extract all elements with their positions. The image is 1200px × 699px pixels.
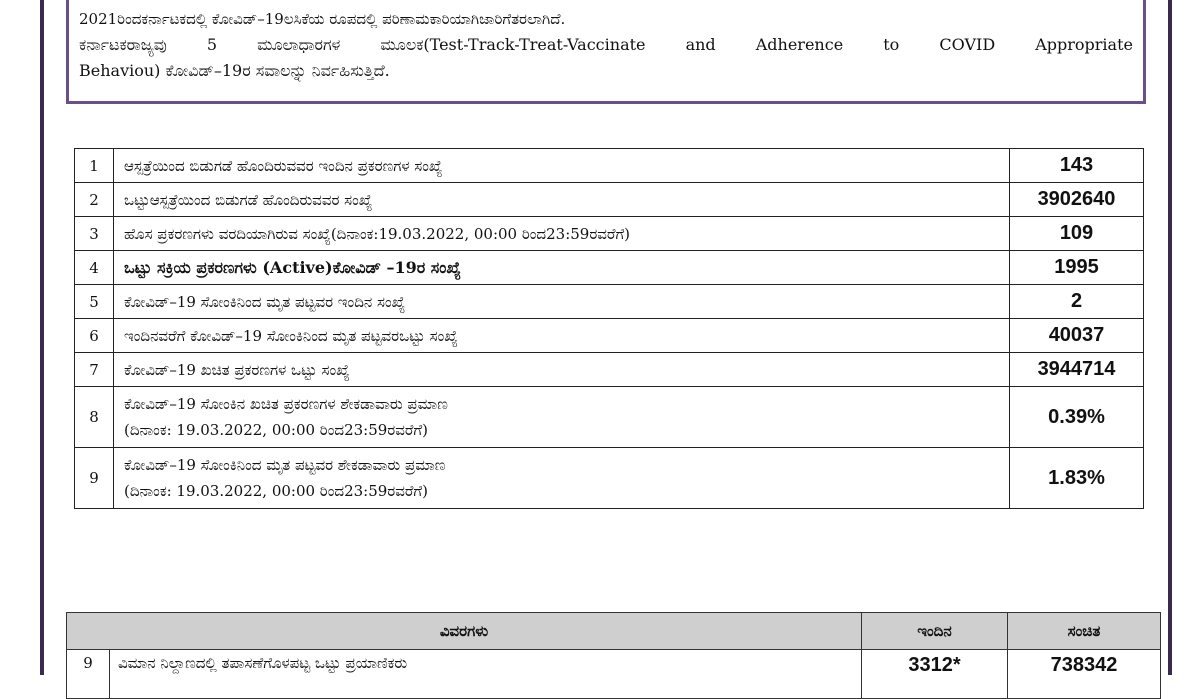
row-description-cell [114, 448, 1010, 509]
row-description-cell [114, 387, 1010, 448]
table-header-row [67, 613, 1161, 650]
row-description: ಕೋವಿಡ್–19 ಸೋಂಕಿನ ಖಚಿತ ಪ್ರಕರಣಗಳ ಶೇಕಡಾವಾರು ಪ್ರಮಾಣ [124, 395, 448, 413]
row-number: 3 [75, 217, 114, 251]
row-number: 8 [75, 387, 114, 448]
header-details: ವಿವರಗಳು [67, 613, 862, 650]
row-number: 5 [75, 285, 114, 319]
table-row [75, 149, 1144, 183]
row-value: 3902640 [1010, 183, 1144, 217]
table-row [75, 448, 1144, 509]
table-row [75, 217, 1144, 251]
row-description-date: (ದಿನಾಂಕ: 19.03.2022, 00:00 ರಿಂದ23:59ರವರೆಗೆ) [124, 421, 428, 439]
row-description: ಆಸ್ಪತ್ರೆಯಿಂದ ಬಿಡುಗಡೆ ಹೊಂದಿರುವವರ ಇಂದಿನ ಪ್ರಕರಣಗಳ ಸಂಖ್ಯೆ [114, 149, 1010, 183]
table-row [67, 650, 1161, 699]
table-row [75, 319, 1144, 353]
row-value: 3944714 [1010, 353, 1144, 387]
row-value: 0.39% [1010, 387, 1144, 448]
notice-box [66, 0, 1146, 104]
row-description: ಇಂದಿನವರೆಗೆ ಕೋವಿಡ್–19 ಸೋಂಕಿನಿಂದ ಮೃತ ಪಟ್ಟವರಒಟ್ಟು ಸಂಖ್ಯೆ [114, 319, 1010, 353]
notice-line-2: ಕರ್ನಾಟಕರಾಜ್ಯವು 5 ಮೂಲಾಧಾರಗಳ ಮೂಲಕ(Test-Track-Treat-Vaccinate and Adherence to COVID Appropriate [79, 35, 1133, 54]
row-description-date: (ದಿನಾಂಕ: 19.03.2022, 00:00 ರಿಂದ23:59ರವರೆಗೆ) [124, 482, 428, 500]
notice-line-3: Behaviou) ಕೋವಿಡ್–19ರ ಸವಾಲನ್ನು ನಿರ್ವಹಿಸುತ್ತಿದೆ. [79, 61, 390, 80]
covid-stats-table [74, 148, 1144, 509]
row-value-cumulative: 738342 [1008, 650, 1161, 699]
row-description: ಕೋವಿಡ್–19 ಖಚಿತ ಪ್ರಕರಣಗಳ ಒಟ್ಟು ಸಂಖ್ಯೆ [114, 353, 1010, 387]
row-number: 9 [67, 650, 110, 699]
header-today: ಇಂದಿನ [862, 613, 1008, 650]
document-page [40, 0, 1172, 675]
row-description: ಒಟ್ಟು ಸಕ್ರಿಯ ಪ್ರಕರಣಗಳು (Active)ಕೋವಿಡ್ –19ರ ಸಂಖ್ಯೆ [114, 251, 1010, 285]
table-row [75, 285, 1144, 319]
row-value: 2 [1010, 285, 1144, 319]
row-number: 2 [75, 183, 114, 217]
row-value: 1995 [1010, 251, 1144, 285]
header-cumulative: ಸಂಚಿತ [1008, 613, 1161, 650]
row-description: ವಿಮಾನ ನಿಲ್ದಾಣದಲ್ಲಿ ತಪಾಸಣೆಗೊಳಪಟ್ಟ ಒಟ್ಟು ಪ್ರಯಾಣಿಕರು [110, 650, 862, 699]
airport-table [66, 612, 1161, 699]
row-value: 40037 [1010, 319, 1144, 353]
row-number: 1 [75, 149, 114, 183]
table-row [75, 251, 1144, 285]
table-row [75, 183, 1144, 217]
row-number: 6 [75, 319, 114, 353]
row-value: 143 [1010, 149, 1144, 183]
row-number: 7 [75, 353, 114, 387]
table-row [75, 387, 1144, 448]
row-description: ಹೊಸ ಪ್ರಕರಣಗಳು ವರದಿಯಾಗಿರುವ ಸಂಖ್ಯೆ(ದಿನಾಂಕ:19.03.2022, 00:00 ರಿಂದ23:59ರವರೆಗೆ) [114, 217, 1010, 251]
notice-line-1: 2021ರಿಂದಕರ್ನಾಟಕದಲ್ಲಿ ಕೋವಿಡ್–19ಲಸಿಕೆಯ ರೂಪದಲ್ಲಿ ಪರಿಣಾಮಕಾರಿಯಾಗಿಜಾರಿಗೆತರಲಾಗಿದೆ. [79, 10, 566, 28]
row-number: 4 [75, 251, 114, 285]
table-row [75, 353, 1144, 387]
row-description: ಕೋವಿಡ್–19 ಸೋಂಕಿನಿಂದ ಮೃತ ಪಟ್ಟವರ ಇಂದಿನ ಸಂಖ್ಯೆ [114, 285, 1010, 319]
row-value: 109 [1010, 217, 1144, 251]
row-description: ಒಟ್ಟುಆಸ್ಪತ್ರೆಯಿಂದ ಬಿಡುಗಡೆ ಹೊಂದಿರುವವರ ಸಂಖ್ಯೆ [114, 183, 1010, 217]
row-number: 9 [75, 448, 114, 509]
row-value-today: 3312* [862, 650, 1008, 699]
row-description: ಕೋವಿಡ್–19 ಸೋಂಕಿನಿಂದ ಮೃತ ಪಟ್ಟವರ ಶೇಕಡಾವಾರು ಪ್ರಮಾಣ [124, 456, 446, 474]
row-value: 1.83% [1010, 448, 1144, 509]
